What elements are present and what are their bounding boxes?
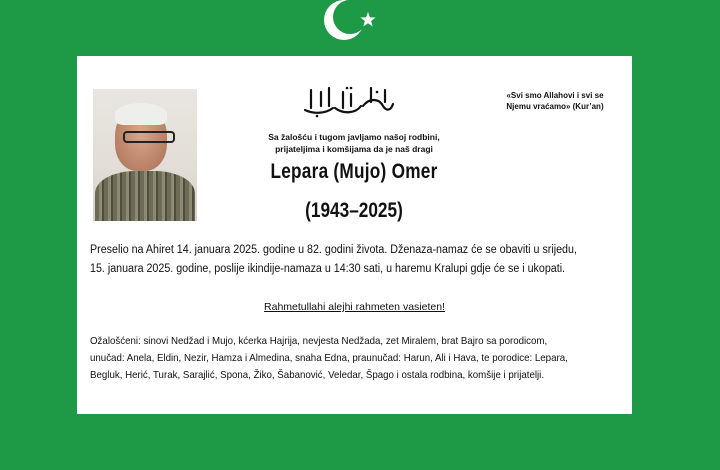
funeral-announcement	[90, 241, 611, 279]
mourners-list	[90, 333, 622, 384]
life-years: (1943–2025)	[305, 199, 403, 222]
obituary-card	[77, 56, 632, 414]
quote-line-2: Njemu vraćamo» (Kur’an)	[506, 102, 604, 111]
photo-hair	[115, 103, 167, 125]
mourners-line-3: Begluk, Herić, Turak, Sarajlić, Spona, Žiko, Šabanović, Veledar, Špago i ostala rodbina, komšije i prijatelji.	[90, 369, 545, 381]
photo-shirt	[95, 171, 195, 221]
announcement-line-2: 15. januara 2025. godine, poslije ikindije-namaza u 14:30 sati, u haremu Kralupi gdje će se i ukopati.	[90, 263, 566, 275]
intro-line-2: prijateljima i komšijama da je naš dragi	[275, 144, 433, 154]
portrait-photo	[93, 89, 197, 221]
deceased-name: Lepara (Mujo) Omer	[270, 160, 438, 183]
crescent-star-icon	[320, 0, 380, 48]
prayer-text: Rahmetullahi alejhi rahmeten vasieten!	[264, 301, 445, 313]
intro-text	[227, 131, 481, 155]
photo-glasses	[123, 131, 175, 143]
intro-line-1: Sa žalošću i tugom javljamo našoj rodbini,	[268, 132, 440, 142]
quran-quote	[485, 90, 625, 112]
quote-line-1: «Svi smo Allahovi i svi se	[506, 91, 604, 100]
mourners-line-2: unučad: Anela, Eldin, Nezir, Hamza i Almedina, snaha Edna, praunučad: Harun, Ali i Hava, te porodice: Lepara,	[90, 352, 568, 364]
announcement-line-1: Preselio na Ahiret 14. januara 2025. godine u 82. godini života. Dženaza-namaz će se obaviti u srijedu,	[90, 244, 577, 256]
mourners-line-1: Ožalošćeni: sinovi Nedžad i Mujo, kćerka Hajrija, nevjesta Nedžada, zet Miralem, brat Bajro sa porodicom,	[90, 335, 548, 347]
arabic-calligraphy-irtihal-icon	[299, 84, 397, 118]
